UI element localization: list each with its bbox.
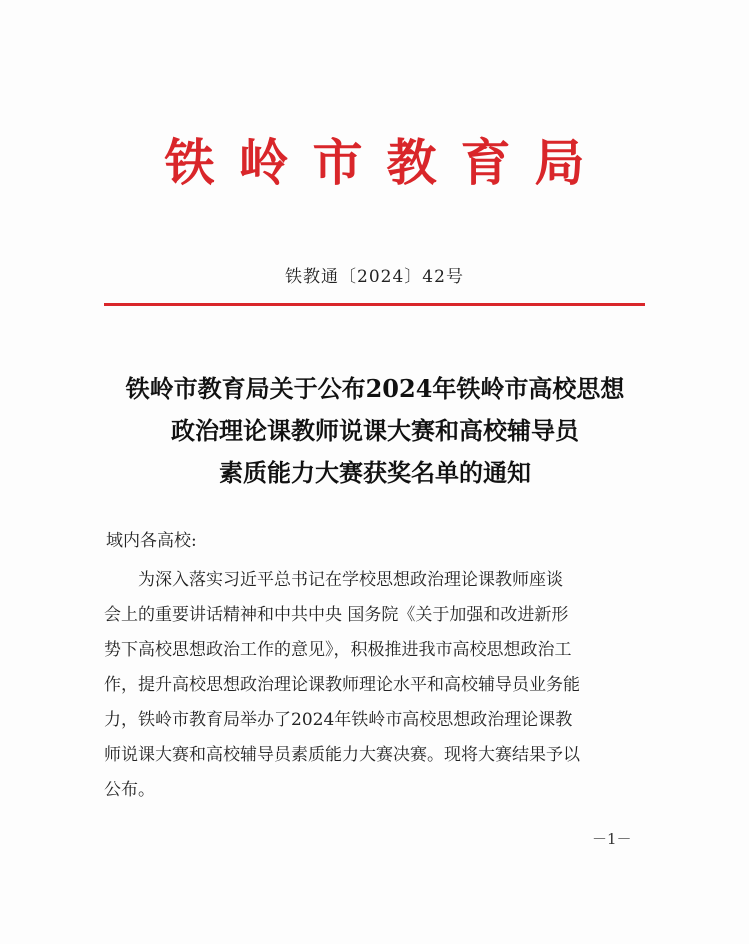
body-line: 作，提升高校思想政治理论课教师理论水平和高校辅导员业务能 xyxy=(104,675,580,695)
body-paragraph xyxy=(104,563,650,808)
title-line: 铁岭市教育局关于公布2024年铁岭市高校思想 xyxy=(125,374,625,403)
body-line: 公布。 xyxy=(104,780,155,800)
issuing-organization-header: 铁岭市教育局 xyxy=(164,133,609,192)
body-line: 势下高校思想政治工作的意见》，积极推进我市高校思想政治工 xyxy=(104,640,572,660)
title-line: 政治理论课教师说课大赛和高校辅导员 xyxy=(171,416,579,445)
body-line: 为深入落实习近平总书记在学校思想政治理论课教师座谈 xyxy=(138,570,563,590)
title-line: 素质能力大赛获奖名单的通知 xyxy=(219,458,531,487)
notice-title xyxy=(80,368,670,494)
page-number: －1－ xyxy=(592,830,632,848)
body-line: 师说课大赛和高校辅导员素质能力大赛决赛。现将大赛结果予以 xyxy=(104,745,580,765)
document-number: 铁教通〔2024〕42号 xyxy=(285,267,464,287)
red-divider-line xyxy=(104,303,645,306)
salutation: 域内各高校: xyxy=(106,531,197,551)
body-line: 会上的重要讲话精神和中共中央 国务院《关于加强和改进新形 xyxy=(104,605,569,625)
body-line: 力，铁岭市教育局举办了2024年铁岭市高校思想政治理论课教 xyxy=(104,710,573,730)
